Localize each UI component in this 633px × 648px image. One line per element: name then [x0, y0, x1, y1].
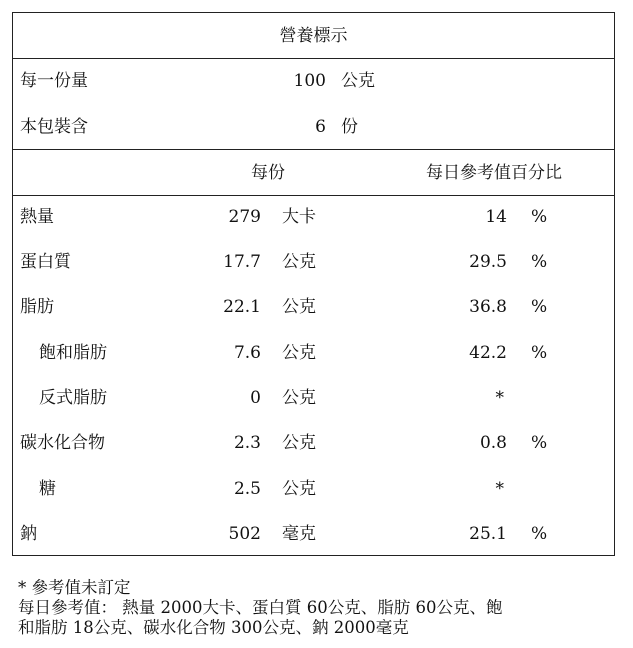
- footnote-daily-reference-line1: 每日參考值： 熱量 2000大卡、蛋白質 60公克、脂肪 60公克、飽: [18, 598, 503, 617]
- daily-value-header: 每日參考值百分比: [426, 163, 562, 183]
- percent-sign: %: [531, 433, 548, 453]
- label-title: 營養標示: [13, 13, 614, 59]
- servings-unit: 份: [341, 117, 358, 137]
- nutrient-unit: 公克: [282, 297, 316, 317]
- nutrient-amount: 2.3: [233, 433, 261, 453]
- nutrient-unit: 公克: [282, 479, 316, 499]
- nutrient-amount: 22.1: [223, 297, 261, 317]
- nutrient-row-sodium: [13, 522, 614, 546]
- nutrient-row-protein: [13, 250, 614, 274]
- nutrient-row-sugar: [13, 477, 614, 501]
- nutrient-daily-pct: 42.2: [469, 343, 507, 363]
- nutrient-unit: 公克: [282, 252, 316, 272]
- nutrient-unit: 毫克: [282, 524, 316, 544]
- nutrient-amount: 17.7: [223, 252, 261, 272]
- serving-size-row: [13, 69, 614, 93]
- serving-info: [13, 59, 614, 150]
- nutrient-name: 碳水化合物: [20, 433, 105, 453]
- nutrient-name: 飽和脂肪: [39, 343, 107, 363]
- nutrient-daily-pct: 0.8: [479, 433, 507, 453]
- nutrient-daily-pct: *: [495, 479, 504, 499]
- serving-size-label: 每一份量: [20, 71, 88, 91]
- nutrition-label-panel: [12, 12, 615, 556]
- nutrient-daily-pct: *: [495, 388, 504, 408]
- footnotes: [18, 578, 618, 638]
- nutrient-daily-pct: 14: [485, 207, 507, 227]
- nutrient-amount: 502: [228, 524, 261, 544]
- nutrient-unit: 公克: [282, 433, 316, 453]
- nutrient-row-saturated-fat: [13, 341, 614, 365]
- per-serving-header: 每份: [251, 163, 285, 183]
- nutrient-amount: 279: [228, 207, 261, 227]
- percent-sign: %: [531, 524, 548, 544]
- nutrient-row-energy: [13, 205, 614, 229]
- percent-sign: %: [531, 252, 548, 272]
- serving-size-value: 100: [293, 71, 326, 91]
- servings-label: 本包裝含: [20, 117, 88, 137]
- nutrient-amount: 0: [250, 388, 261, 408]
- nutrient-daily-pct: 25.1: [469, 524, 507, 544]
- nutrient-amount: 2.5: [233, 479, 261, 499]
- footnote-not-defined: * 參考值未訂定: [18, 578, 131, 597]
- nutrient-daily-pct: 36.8: [469, 297, 507, 317]
- nutrient-name: 糖: [39, 479, 56, 499]
- nutrient-name: 反式脂肪: [39, 388, 107, 408]
- footnote-daily-reference-line2: 和脂肪 18公克、碳水化合物 300公克、鈉 2000毫克: [18, 618, 409, 637]
- servings-per-package-row: [13, 115, 614, 139]
- nutrient-unit: 公克: [282, 343, 316, 363]
- column-header: [13, 150, 614, 196]
- nutrient-row-carbohydrate: [13, 431, 614, 455]
- nutrient-row-fat: [13, 295, 614, 319]
- nutrient-amount: 7.6: [233, 343, 261, 363]
- servings-value: 6: [315, 117, 326, 137]
- nutrient-daily-pct: 29.5: [469, 252, 507, 272]
- nutrient-unit: 公克: [282, 388, 316, 408]
- percent-sign: %: [531, 207, 548, 227]
- nutrient-unit: 大卡: [282, 207, 316, 227]
- nutrient-name: 脂肪: [20, 297, 54, 317]
- percent-sign: %: [531, 297, 548, 317]
- nutrient-name: 鈉: [20, 524, 37, 544]
- serving-size-unit: 公克: [341, 71, 375, 91]
- nutrient-name: 蛋白質: [20, 252, 71, 272]
- percent-sign: %: [531, 343, 548, 363]
- nutrient-name: 熱量: [20, 207, 54, 227]
- nutrient-row-trans-fat: [13, 386, 614, 410]
